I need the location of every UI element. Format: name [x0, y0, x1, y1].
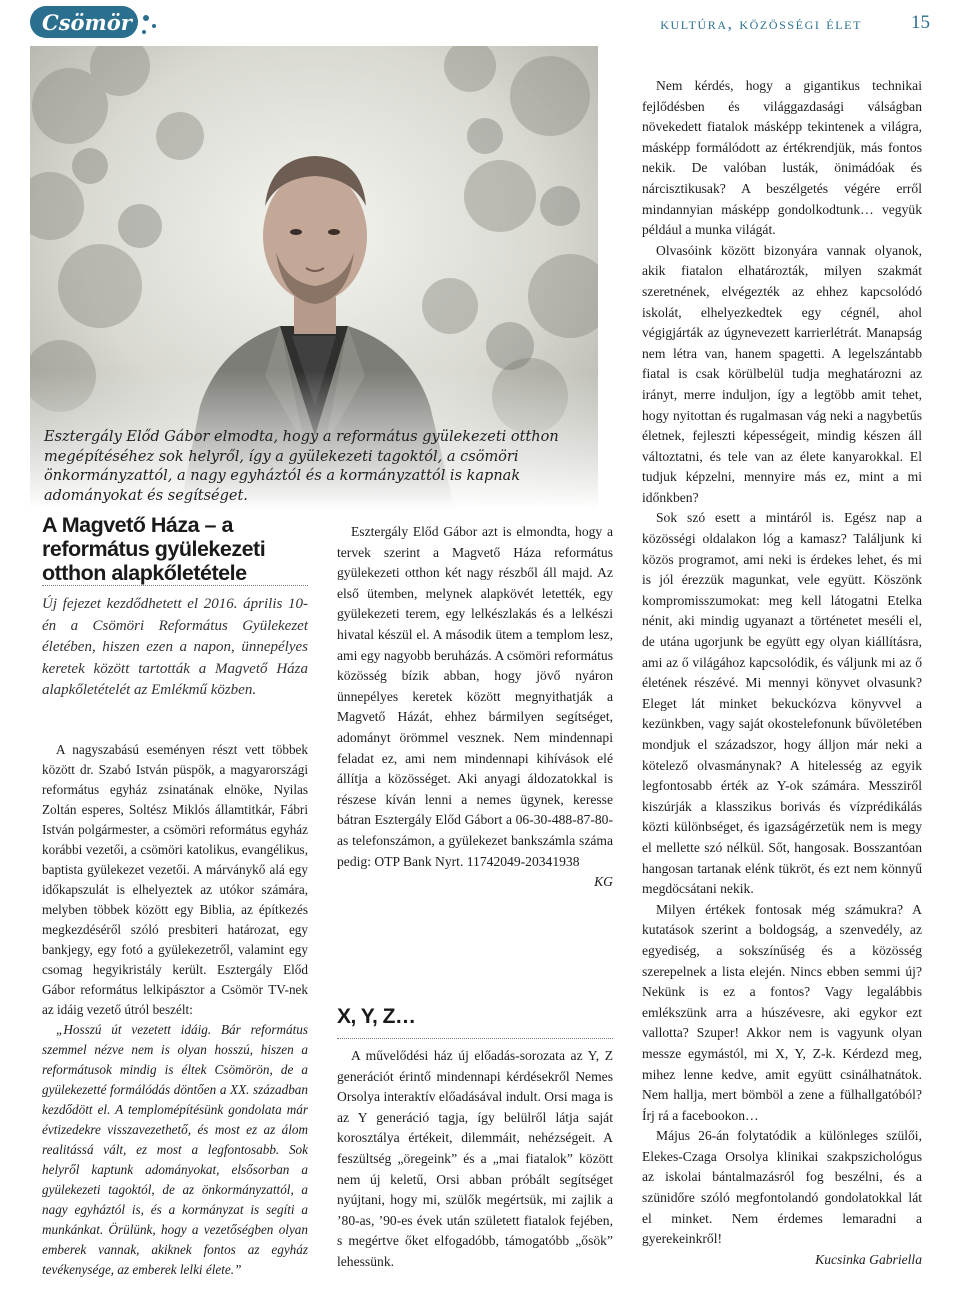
article-paragraph: A nagyszabású eseményen részt vett többek között dr. Szabó István püspök, a magyarországi református egyház zsinatának elnöke, Nyilas Zoltán esperes, Soltész Miklós államtitkár, Fábri István polgármester, a csömöri református egyház korábbi vezetői, a csömöri katolikus, evangélikus, baptista gyülekezet vezetői. A márványkő alá egy időkapszulát is elhelyeztek az utókor számára, melyben többek között egy Biblia, az építkezés megkezdéséről szóló presbiteri határozat, egy bankjegy, egy fotó a gyülekezetről, valamint egy csomag hegyikristály került. Esztergály Előd Gábor református lelkipásztor a Csömör TV-nek az idáig vezető útról beszélt: — [42, 742, 308, 1017]
article-title: A Magvető Háza – a református gyülekezeti otthon alapkőletétele — [42, 513, 266, 585]
article-intro: Új fejezet kezdődhetett el 2016. április 10-én a Csömöri Református Gyülekezet életében, hiszen ezen a napon, ünnepélyes keretek között tartották a Magvető Háza alapkőletételét az Emlékmű közben. — [42, 596, 308, 698]
magazine-logo — [30, 4, 160, 42]
article-paragraph: Olvasóink között bizonyára vannak olyanok, akik fiatalon elhatározták, milyen szakmát szeretnének, elvégezték az ehhez kapcsolódó iskolát, elhelyezkedtek egy cégnél, ahol végigjárták az úgynevezett karrierlétrát. Manapság nem létra van, hanem spagetti. A legelszántabb fiatal is csak körülbelül tudja meghatározni az irányt, merre induljon, így a legtöbb amit tehet, hogy nyitottan és rugalmasan vág neki a nagybetűs életnek, fejleszti képességeit, mindig készen áll változtatni, és tele van az élete kanyarokkal. El tudjuk képzelni, mennyire más ez, mint a mi időnkben? — [642, 242, 922, 505]
article2-column-start — [337, 1046, 613, 1273]
article-paragraph: Nem kérdés, hogy a gigantikus technikai fejlődésben és világgazdasági válságban növekedett fiatalok másképp tekintenek a világra, másképp formálódott az értékrendjük, más fontos nekik. De valóban lusták, önimádóak és nárcisztikusak? A beszélgetés végére erről mindannyian másképp gondolkodtunk… vegyük például a munka világát. — [642, 78, 922, 238]
title-divider-2 — [337, 1038, 613, 1039]
section-title: kultúra, közösségi élet — [660, 14, 862, 33]
article-paragraph: Sok szó esett a mintáról is. Egész nap a közösségi oldalakon lóg a kamasz? Találjunk ki közös programot, ami neki is érdekes lehet, és mi is jól érezzük magunkat, vele együtt. Köszönk kompromisszumokat: meg kell látogatni Etelka nénit, aki mindig ugyanazt a történetet meséli el, de utána ugorjunk be együtt egy olyan kiállításra, ami az ő világához kapcsolódik, és váljunk mi az ő életének részévé. Mi mennyi könyvet olvasunk? Eleget lát minket bekuckózva könyvvel a kezünkben, vagy saját okostelefonunk bűvöletében mondjuk el századszor, hogy álljon már neki a kötelező olvasmánynak? A hitelesség az egyik legfontosabb érték az Y-ok számára. Messziről kiszúrják a klasszikus borivás és vízprédikálás közti különbséget, és igazságérzetük nem is megy el mellette szó nélkül. Sőt, hangosak. Bosszantóan hangosan tartanak elénk tükröt, és ezt nem könnyű megdöcsátani nekik. — [642, 510, 922, 897]
logo-text: Csömör — [42, 10, 132, 35]
article2-title: X, Y, Z… — [337, 1005, 416, 1028]
article-signature: Kucsinka Gabriella — [815, 1251, 922, 1267]
title-divider — [42, 585, 308, 586]
article-column-3 — [642, 76, 922, 1270]
article-column-1 — [42, 740, 308, 1280]
article-paragraph: Május 26-án folytatódik a különleges szülői, Elekes-Czaga Orsolya klinikai szakpszichológus az iskolai bántalmazásról fog beszélni, és a szünidőre szóló megfontolandó gondolatokkal lát el minket. Nem érdemes lemaradni a gyerekeinkről! — [642, 1128, 922, 1247]
article-column-2 — [337, 522, 613, 893]
article-paragraph: Esztergály Előd Gábor azt is elmondta, hogy a tervek szerint a Magvető Háza református gyülekezeti otthon két nagy részből áll majd. Az első ütemben, melynek alapkövét letették, egy gyülekezeti terem, egy lelkészlakás és a lelkészi hivatal készül el. A második ütem a templom lesz, ami egy nagyobb beruházás. A csömöri református közösség bízik abban, hogy jövő nyáron ünnepélyes keretek között megnyithatják a Magvető Házát, ehhez bármilyen segítséget, adományt örömmel vesznek. Nem mindennapi feladat ez, ami nem mindennapi kihívások elé állítja a közösséget. Aki anyagi áldozatokkal is részese kíván lenni a nemes ügynek, keresse bátran Esztergály Előd Gábort a 06-30-488-87-80-as telefonszámon, a gyülekezet bankszámla száma pedig: OTP Bank Nyrt. 11742049-20341938 — [337, 524, 613, 869]
article-quote: „Hosszú út vezetett idáig. Bár református szemmel nézve nem is olyan hosszú, hiszen a reformátusok mindig is éltek Csömörön, de a gyülekezetté formálódás döntően a XX. században kezdődött el. A templomépítésünk gondolata már évtizedekre visszavezethető, és most ez az álom realitássá vált, ez most a legfontosabb. Sok helyről kaptunk adományokat, elsősorban a gyülekezeti tagoktól, de az önkormányzattól, a nagy egyháztól is, és a kormányzat is segíti a munkánkat. Örülünk, hogy a vezetőségben olyan emberek vannak, akiknek fontos az egyház tevékenysége, az emberek lelki élete.” — [42, 1022, 308, 1277]
article-paragraph: Milyen értékek fontosak még számukra? A kutatások szerint a boldogság, a szenvedély, az egyediség, a sokszínűség és a közösség szerepelnek a lista elején. Nincs ebben semmi új? Nekünk is ez a fontos? Vagy legalábbis emlékszünk arra a húszévesre, aki egykor ezt vallotta? Szuper! Akkor nem is vagyunk olyan messze egymástól, mi X, Y, Z-k. Kérdezd meg, mihez lenne kedve, amit együtt csinálhatnátok. Nem hallja, mert bömböl a zene a fülhallgatóból? Írj rá a facebookon… — [642, 901, 922, 1123]
article-signature: KG — [594, 874, 613, 890]
page-number: 15 — [911, 12, 930, 33]
article-paragraph: A művelődési ház új előadás-sorozata az Y, Z generációt érintő mindennapi kérdésekről Nemes Orsolya interaktív előadásával indult. Orsi maga is az Y generáció tagja, így belülről látja saját korosztálya értékeit, dilemmáit, nehézségeit. A feszültség „öregeink” és a „mai fiatalok” között nem új keletű, Orsi abban próbált segítséget nyújtani, hogy mi, szülők megértsük, mi zajlik a ’80-as, ’90-es évek után született fiatalok fejében, s megértve őket elfogadóbb, támogatóbb „ősök” lehessünk. — [337, 1048, 613, 1269]
photo-caption: Esztergály Előd Gábor elmodta, hogy a református gyülekezeti otthon megépítéséhez sok helyről, így a gyülekezeti tagoktól, a csömöri önkormányzattól, a nagy egyháztól és a kormányzattól is kapnak adományokat és segítséget. — [44, 429, 559, 504]
